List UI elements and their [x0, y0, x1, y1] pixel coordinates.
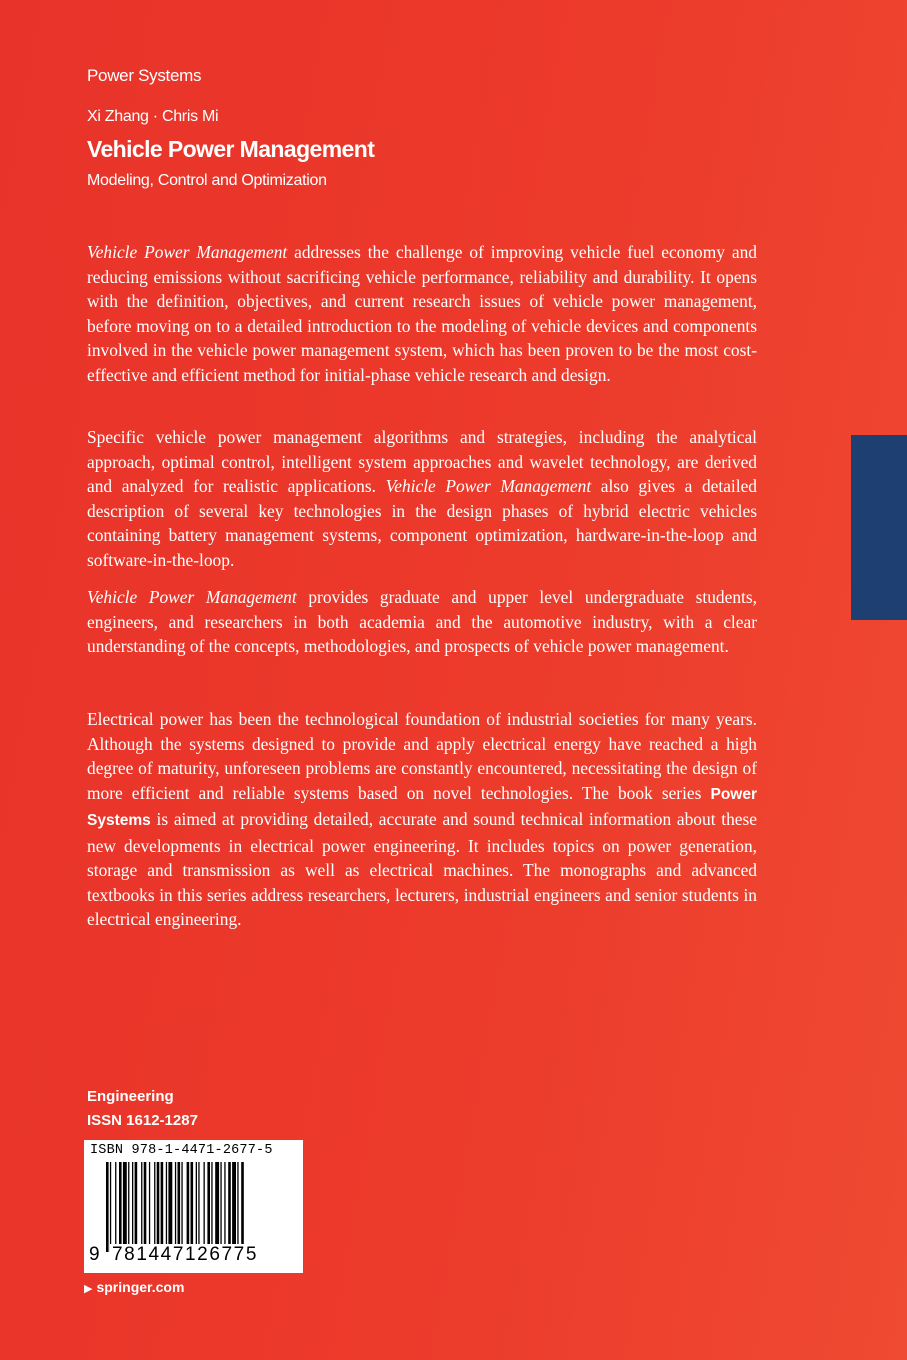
- book-title-italic: Vehicle Power Management: [87, 242, 288, 262]
- description-paragraph-2: [87, 425, 757, 572]
- paragraph-text: provides graduate and upper level undergraduate students, engineers, and researchers in both academia and the automotive industry, with a clear understanding of the concepts, methodologies, and prospects of vehicle power management.: [87, 587, 757, 656]
- paragraph-text: Electrical power has been the technological foundation of industrial societies for many years. Although the systems designed to provide and apply electrical energy have reached a high degree of maturity, unforeseen problems are constantly encountered, necessitating the design of more efficient and reliable systems based on novel technologies. The book series: [87, 709, 757, 803]
- publisher-url: springer.com: [96, 1279, 185, 1295]
- paragraph-text: also gives a detailed description of several key technologies in the design phases of hybrid electric vehicles containing battery management systems, component optimization, hardware-in-the-loop and software-in-the-loop.: [87, 476, 758, 570]
- spine-color-tab: [851, 435, 907, 620]
- series-name: Power Systems: [87, 66, 202, 85]
- arrow-right-icon: ▶: [84, 1283, 93, 1295]
- isbn-text: ISBN 978-1-4471-2677-5: [90, 1143, 273, 1158]
- paragraph-text: is aimed at providing detailed, accurate and sound technical information about these new developments in electrical power engineering. It includes topics on power generation, storage and transmission as well as electrical machines. The monographs and advanced textbooks in this series address researchers, lecturers, industrial engineers and senior students in electrical engineering.: [87, 809, 757, 929]
- barcode-bars: [106, 1162, 296, 1252]
- paragraph-text: addresses the challenge of improving vehicle fuel economy and reducing emissions without sacrificing vehicle performance, reliability and durability. It opens with the definition, objectives, and current research issues of vehicle power management, before moving on to a detailed introduction to the modeling of vehicle devices and components involved in the vehicle power management system, which has been proven to be the most cost-effective and efficient method for initial-phase vehicle research and design.: [87, 242, 757, 385]
- book-title: Vehicle Power Management: [87, 136, 375, 162]
- book-title-italic: Vehicle Power Management: [385, 476, 592, 496]
- description-paragraph-3: [87, 585, 757, 659]
- authors: Xi Zhang · Chris Mi: [87, 108, 219, 125]
- book-title-italic: Vehicle Power Management: [87, 587, 297, 607]
- paragraph-text: Specific vehicle power management algorithms and strategies, including the analytical approach, optimal control, intelligent system approaches and wavelet technology, are derived and analyzed for realistic applications.: [87, 427, 757, 496]
- ean-digits: 781447126775: [110, 1244, 298, 1266]
- description-paragraph-1: [87, 240, 757, 387]
- issn: ISSN 1612-1287: [87, 1112, 198, 1129]
- series-blurb: [87, 707, 757, 932]
- subject-category: Engineering: [87, 1088, 174, 1105]
- book-subtitle: Modeling, Control and Optimization: [87, 172, 327, 189]
- barcode: [84, 1140, 303, 1273]
- publisher-link[interactable]: [84, 1279, 184, 1295]
- series-name-inline: Power Systems: [87, 785, 757, 829]
- ean-first-digit: 9: [89, 1244, 100, 1265]
